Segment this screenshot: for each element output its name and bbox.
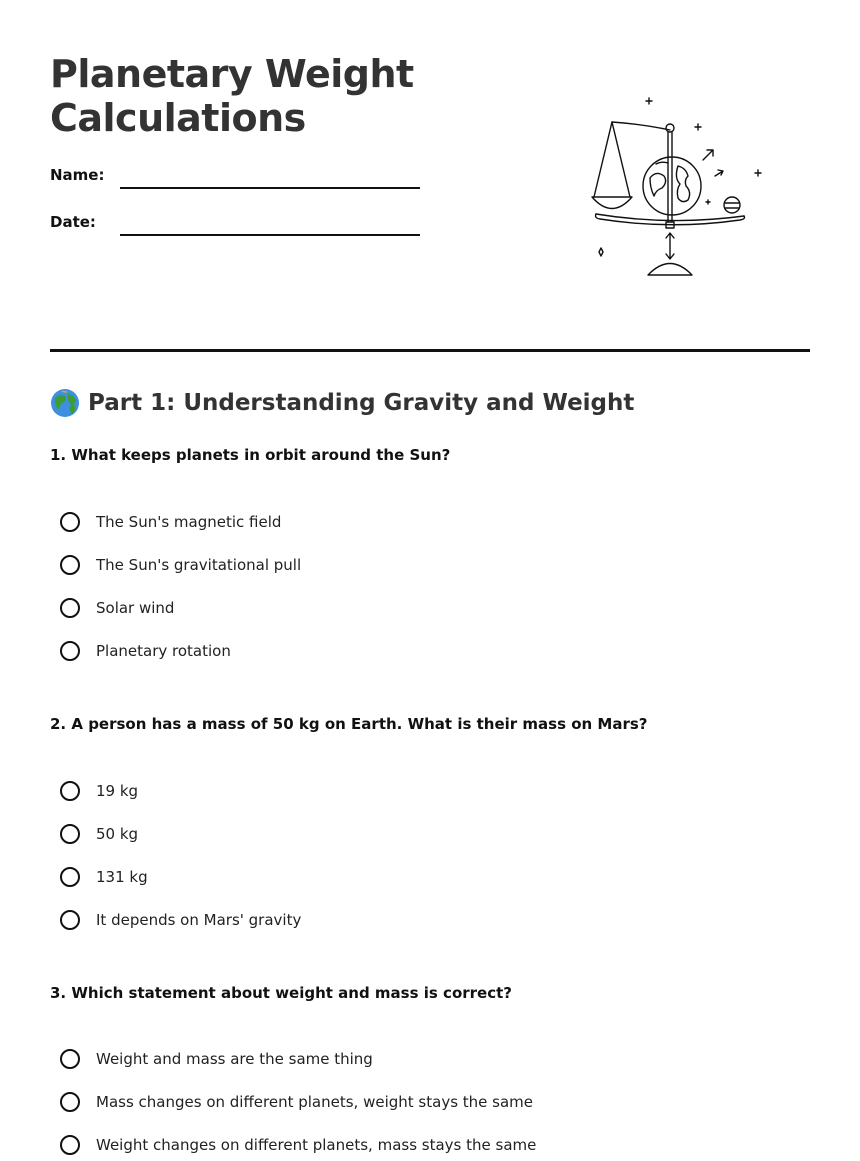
name-label: Name: (50, 166, 105, 184)
question-3-option-1[interactable] (60, 1046, 373, 1072)
question-3-option-3[interactable] (60, 1132, 536, 1158)
question-2: 2. A person has a mass of 50 kg on Earth. What is their mass on Mars? (50, 715, 648, 733)
radio-button[interactable] (60, 1049, 80, 1069)
option-label: Mass changes on different planets, weight stays the same (96, 1093, 534, 1111)
question-3-option-2[interactable] (60, 1089, 533, 1115)
option-label: The Sun's magnetic field (96, 513, 282, 531)
name-field[interactable] (120, 187, 420, 189)
option-label: Weight and mass are the same thing (96, 1050, 373, 1068)
date-label: Date: (50, 213, 96, 231)
globe-icon (50, 388, 80, 418)
radio-button[interactable] (60, 598, 80, 618)
question-2-option-2[interactable] (60, 821, 138, 847)
radio-button[interactable] (60, 867, 80, 887)
option-label: 19 kg (96, 782, 139, 800)
radio-button[interactable] (60, 781, 80, 801)
question-1-option-1[interactable] (60, 509, 281, 535)
radio-button[interactable] (60, 1135, 80, 1155)
question-1-option-2[interactable] (60, 552, 301, 578)
option-label: 50 kg (96, 825, 139, 843)
option-label: The Sun's gravitational pull (96, 556, 302, 574)
radio-button[interactable] (60, 512, 80, 532)
date-field[interactable] (120, 234, 420, 236)
radio-button[interactable] (60, 555, 80, 575)
radio-button[interactable] (60, 1092, 80, 1112)
section-title-text: Part 1: Understanding Gravity and Weight (88, 390, 635, 416)
option-label: Planetary rotation (96, 642, 231, 660)
option-label: Weight changes on different planets, mass stays the same (96, 1136, 537, 1154)
page-title: Planetary Weight Calculations (50, 52, 414, 140)
question-2-option-1[interactable] (60, 778, 138, 804)
section-title (50, 388, 634, 418)
question-3: 3. Which statement about weight and mass is correct? (50, 984, 512, 1002)
question-1: 1. What keeps planets in orbit around the Sun? (50, 446, 451, 464)
question-2-option-4[interactable] (60, 907, 301, 933)
option-label: It depends on Mars' gravity (96, 911, 302, 929)
radio-button[interactable] (60, 641, 80, 661)
radio-button[interactable] (60, 910, 80, 930)
balance-scale-planets-icon (586, 92, 766, 282)
radio-button[interactable] (60, 824, 80, 844)
question-2-option-3[interactable] (60, 864, 148, 890)
question-1-option-3[interactable] (60, 595, 174, 621)
option-label: Solar wind (96, 599, 175, 617)
question-1-option-4[interactable] (60, 638, 231, 664)
section-divider (50, 349, 810, 352)
option-label: 131 kg (96, 868, 148, 886)
